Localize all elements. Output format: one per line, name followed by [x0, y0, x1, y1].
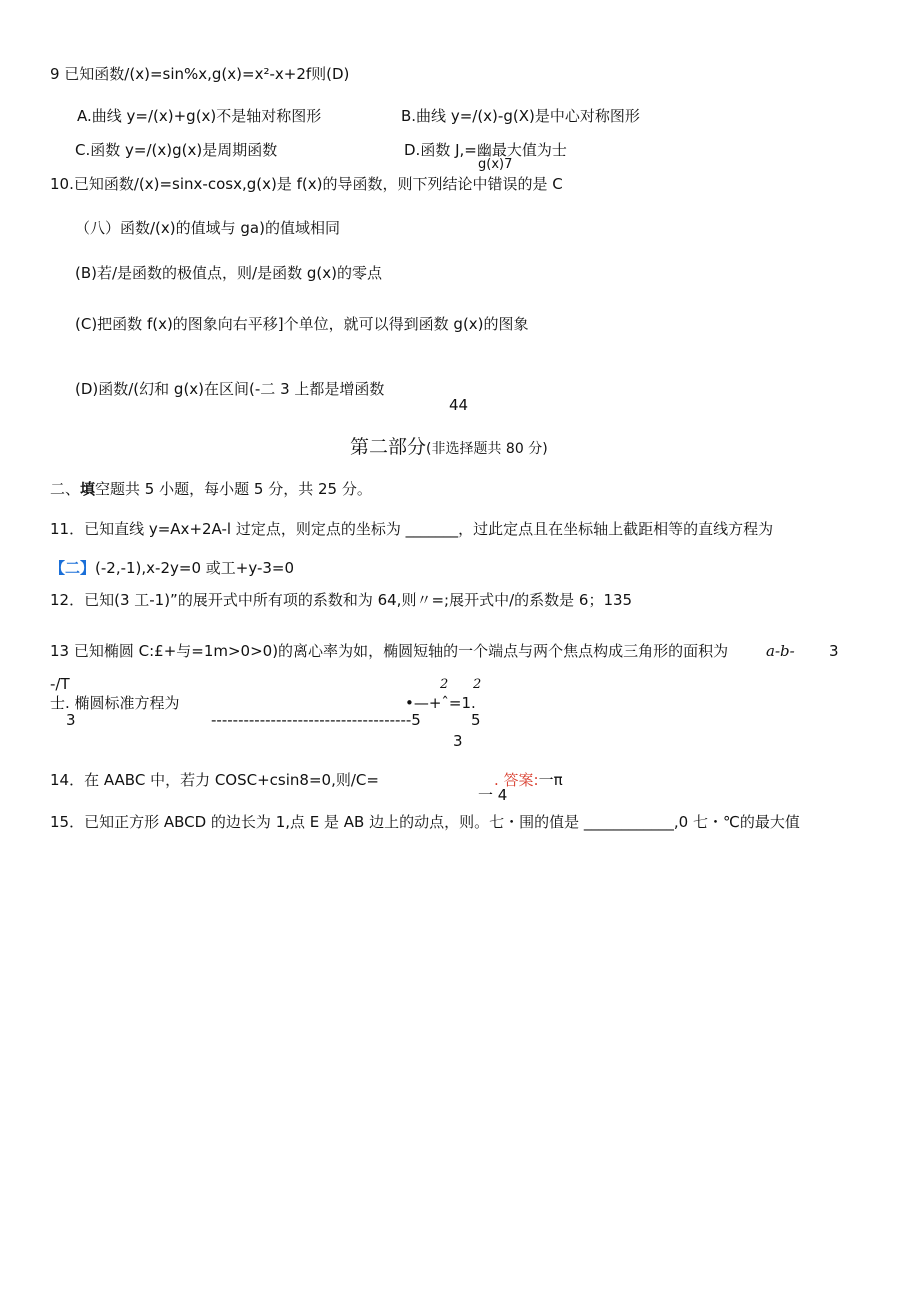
section2-label-a: 二、: [50, 480, 81, 498]
q12-stem: 12．已知(3 工-1)”的展开式中所有项的系数和为 64,则〃=;展开式中/的系数是 6；135: [50, 591, 633, 609]
q13-dashes: -------------------------------------5: [211, 711, 421, 729]
q13-line4: 3: [66, 711, 76, 729]
q9-option-a: A.曲线 y=/(x)+g(x)不是轴对称图形: [77, 107, 322, 125]
q13-stem: 13 已知椭圆 C:£+与=1m>0>0)的离心率为如，椭圆短轴的一个端点与两个焦点构成三角形的面积为: [50, 642, 729, 660]
q13-number-right: 3: [829, 642, 839, 660]
q13-denominator-3: 3: [453, 732, 463, 750]
q11-stem: 11．已知直线 y=Ax+2A-l 过定点，则定点的坐标为 _______，过此定点且在坐标轴上截距相等的直线方程为: [50, 520, 774, 538]
q13-line3: 士. 椭圆标准方程为: [50, 694, 180, 712]
section2-label-c: 空题共 5 小题，每小题 5 分，共 25 分。: [95, 480, 372, 498]
part2-title: 第二部分: [350, 436, 427, 458]
part2-heading: [350, 436, 548, 459]
section2-label: [50, 480, 372, 498]
q11-answer: [50, 559, 294, 577]
q15-stem: 15．已知正方形 ABCD 的边长为 1,点 E 是 AB 边上的动点，则。七・围的值是 ____________,0 七・℃的最大值: [50, 813, 800, 831]
q13-equation: •—+ˆ=1.: [405, 694, 476, 712]
q10-option-a: （八）函数/(x)的值域与 ga)的值域相同: [75, 219, 340, 237]
q9-option-b: B.曲线 y=/(x)-g(X)是中心对称图形: [401, 107, 640, 125]
section2-label-b: 填: [80, 480, 96, 498]
q13-superscript-1: 2: [440, 677, 449, 692]
part2-subtitle: (非选择题共 80 分): [426, 441, 548, 457]
q9-stem: 9 已知函数/(x)=sin%x,g(x)=x²-x+2f则(D): [50, 65, 350, 83]
q13-line2: -/T: [50, 675, 70, 693]
q13-denominator-5: 5: [471, 711, 481, 729]
q14-stem: 14．在 AABC 中，若力 COSC+csin8=0,则/C=: [50, 771, 379, 789]
q9-option-d-denominator: g(x)7: [478, 157, 513, 172]
q10-option-d-denominator: 44: [449, 396, 469, 414]
q10-option-d: (D)函数/(幻和 g(x)在区间(-二 3 上都是增函数: [75, 380, 385, 398]
q14-answer-label: . 答案:: [494, 771, 539, 789]
q13-superscript-2: 2: [473, 677, 482, 692]
q13-fragment: a-b-: [766, 642, 795, 660]
q9-option-c: C.函数 y=/(x)g(x)是周期函数: [75, 141, 278, 159]
q10-stem: 10.已知函数/(x)=sinx-cosx,g(x)是 f(x)的导函数，则下列结论中错误的是 C: [50, 175, 563, 193]
q9-option-d: D.函数 J,=幽最大值为士: [404, 141, 567, 159]
q11-answer-tag: 【二】: [50, 559, 96, 577]
q10-option-b: (B)若/是函数的极值点，则/是函数 g(x)的零点: [75, 264, 382, 282]
q14-under: 一 4: [478, 786, 508, 804]
q14-answer-value: 一π: [538, 771, 563, 789]
q11-answer-text: (-2,-1),x-2y=0 或工+y-3=0: [95, 559, 295, 577]
q10-option-c: (C)把函数 f(x)的图象向右平移]个单位，就可以得到函数 g(x)的图象: [75, 315, 529, 333]
